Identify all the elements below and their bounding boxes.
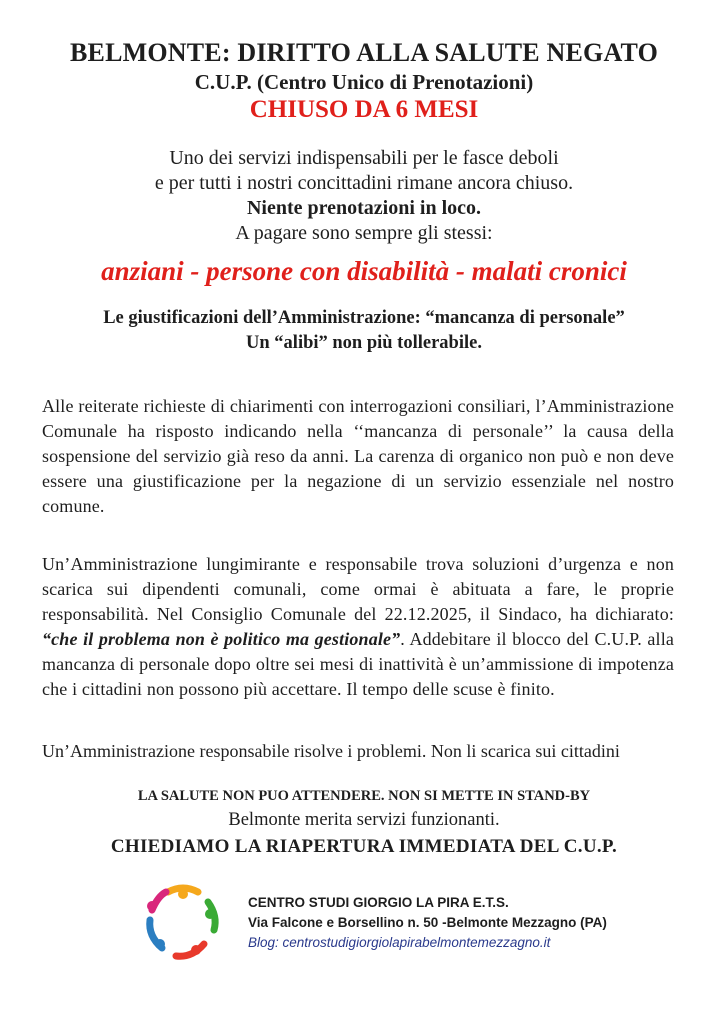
organization-address: Via Falcone e Borsellino n. 50 -Belmonte Mezzagno (PA) (248, 915, 607, 930)
reopening-demand: CHIEDIAMO LA RIAPERTURA IMMEDIATA DEL C.U.P. (110, 836, 618, 857)
organization-name: CENTRO STUDI GIORGIO LA PIRA E.T.S. (248, 895, 509, 910)
belmonte-deserves: Belmonte merita servizi funzionanti. (228, 810, 500, 830)
page-subtitle: C.U.P. (Centro Unico di Prenotazioni) (194, 70, 534, 94)
justification-line-1: Le giustificazioni dell’Amministrazione: “mancanza di personale” (103, 308, 625, 328)
intro-line-1: Uno dei servizi indispensabili per le fasce deboli (169, 147, 559, 169)
affected-groups: anziani - persone con disabilità - malati cronici (101, 256, 627, 286)
closed-banner: CHIUSO DA 6 MESI (249, 96, 479, 123)
intro-line-4: A pagare sono sempre gli stessi: (235, 222, 493, 244)
paragraph-1: Alle reiterate richieste di chiarimenti con interrogazioni consiliari, l’Amministrazione Comunale ha risposto indicando nella ‘‘mancanza di personale’’ la causa della sospensione del servizio già reso da anni. La carenza di organico non può e non deve essere una giustificazione per la negazione di un servizio essenziale nel nostro comune. (42, 396, 674, 516)
colorful-people-circle-logo-icon (138, 878, 228, 968)
mayor-quote: “che il problema non è politico ma gestionale” (42, 629, 401, 649)
organization-info (248, 893, 607, 953)
paragraph-2-end: . Addebitare il blocco del C.U.P. alla mancanza di personale dopo oltre sei mesi di inattività è un’ammissione di impotenza che i cittadini non possono più accettare. Il tempo delle scuse è finito. (42, 629, 674, 699)
paragraph-2-start: Un’Amministrazione lungimirante e responsabile trova soluzioni d’urgenza e non scarica sui dipendenti comunali, come ormai è abituata a fare, le proprie responsabilità. Nel Consiglio Comunale del 22.12.2025, il Sindaco, ha dichiarato: (42, 554, 674, 624)
intro-line-2: e per tutti i nostri concittadini rimane ancora chiuso. (154, 172, 574, 194)
closing-line: Un’Amministrazione responsabile risolve i problemi. Non li scarica sui cittadini (42, 741, 620, 761)
intro-block (0, 146, 728, 246)
intro-line-3: Niente prenotazioni in loco. (246, 197, 482, 219)
justification-line-2: Un “alibi” non più tollerabile. (246, 333, 482, 353)
paragraph-2 (42, 552, 674, 702)
justification-block (0, 306, 728, 356)
organization-blog-link[interactable]: Blog: centrostudigiorgiolapirabelmontemezzagno.it (248, 935, 551, 950)
page-title: BELMONTE: DIRITTO ALLA SALUTE NEGATO (69, 38, 659, 67)
health-cannot-wait: LA SALUTE NON PUO ATTENDERE. NON SI METTE IN STAND-BY (137, 788, 591, 804)
